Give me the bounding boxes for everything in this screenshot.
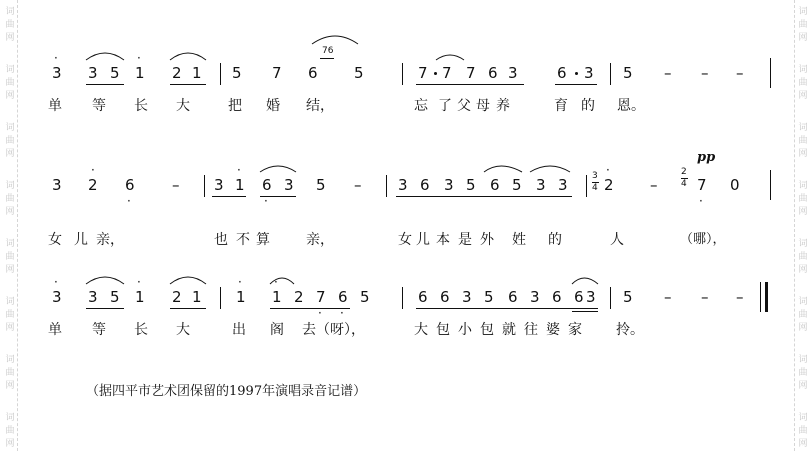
watermark-text: 词 曲 网 (5, 297, 15, 333)
note: 7 (466, 64, 476, 82)
note: 1 (192, 288, 202, 306)
note: 2 (172, 64, 182, 82)
note: 5 (110, 64, 120, 82)
underline (86, 308, 124, 309)
lyric: 儿 (74, 232, 88, 248)
dash: – (701, 288, 709, 306)
note: 5 (360, 288, 370, 306)
lyric: 单 (48, 322, 62, 338)
lyric: 母 (476, 98, 490, 114)
lyric: 是 (458, 232, 472, 248)
watermark-text: 词 曲 网 (5, 7, 15, 43)
note: 2 (604, 176, 614, 194)
lyric: 恩。 (617, 98, 645, 114)
octave-dot-low: · (318, 306, 322, 320)
octave-dot-low: · (127, 194, 131, 208)
underline (416, 84, 524, 85)
octave-dot-high: · (91, 163, 95, 177)
note: 7 (697, 176, 707, 194)
octave-dot-high: · (274, 275, 278, 289)
watermark-text: 词 曲 网 (798, 239, 808, 275)
note: 6 (262, 176, 272, 194)
note: 7 (316, 288, 326, 306)
watermark-text: 词 曲 网 (798, 65, 808, 101)
note: 3 (398, 176, 408, 194)
note: 5 (316, 176, 326, 194)
note: 6 (552, 288, 562, 306)
lyric: 阁 (270, 322, 284, 338)
slur (170, 53, 206, 60)
time-signature-top: 2 (681, 167, 687, 177)
note: 7 (272, 64, 282, 82)
note: 3 (444, 176, 454, 194)
watermark-text: 词 曲 网 (5, 355, 15, 391)
octave-dot-high: · (54, 275, 58, 289)
barline (402, 63, 403, 85)
underline (416, 308, 598, 309)
underline (212, 196, 246, 197)
octave-dot-high: · (237, 163, 241, 177)
barline (220, 63, 221, 85)
note: 6 (574, 288, 584, 306)
note: 5 (354, 64, 364, 82)
lyric: 家 (568, 322, 582, 338)
lyric: 单 (48, 98, 62, 114)
lyric: 父 (457, 98, 471, 114)
note: 5 (466, 176, 476, 194)
lyric: 也 (214, 232, 228, 248)
dynamic-marking: pp (697, 150, 716, 165)
lyric: 包 (436, 322, 450, 338)
barline (386, 175, 387, 197)
lyric: （哪）， (680, 232, 726, 247)
lyric: 长 (134, 98, 148, 114)
lyric: 大 (176, 98, 190, 114)
underline (572, 311, 598, 312)
lyric: 把 (228, 98, 242, 114)
underline (396, 196, 572, 197)
note: 3 (530, 288, 540, 306)
lyric: 往 (524, 322, 538, 338)
slur (170, 277, 206, 284)
lyric: 长 (134, 322, 148, 338)
lyric: 包 (480, 322, 494, 338)
note: 3 (584, 64, 594, 82)
underline (555, 84, 597, 85)
dash: – (650, 176, 658, 194)
slur (530, 166, 570, 172)
lyric: 了 (438, 98, 452, 114)
lyric: 等 (92, 322, 106, 338)
note: 3 (284, 176, 294, 194)
lyric: 女 (48, 232, 62, 248)
barline (770, 58, 771, 88)
slur (86, 53, 124, 60)
left-sidebar-rule (17, 0, 18, 451)
lyric: 大 (176, 322, 190, 338)
underline (86, 84, 124, 85)
watermark-text: 词 曲 网 (798, 355, 808, 391)
lyric: 出 (232, 322, 246, 338)
note: 3 (558, 176, 568, 194)
watermark-text: 词 曲 网 (5, 181, 15, 217)
note: 3 (508, 64, 518, 82)
note: 5 (623, 288, 633, 306)
slur (260, 166, 296, 172)
note: 6 (488, 64, 498, 82)
watermark-text: 词 曲 网 (798, 297, 808, 333)
barline (204, 175, 205, 197)
barline (220, 287, 221, 309)
lyric: 拎。 (616, 322, 644, 338)
octave-dot-low: · (264, 194, 268, 208)
note: 3 (52, 288, 62, 306)
lyric: 女 (398, 232, 412, 248)
octave-dot-high: · (137, 275, 141, 289)
dash: – (172, 176, 180, 194)
dash: – (701, 64, 709, 82)
note: 3 (462, 288, 472, 306)
note: 1 (135, 64, 145, 82)
octave-dot-high: · (238, 275, 242, 289)
slur (86, 277, 124, 284)
watermark-text: 词 曲 网 (798, 413, 808, 449)
note: 6 (308, 64, 318, 82)
dash: – (736, 64, 744, 82)
note: 1 (235, 176, 245, 194)
lyric: 算 (256, 232, 270, 248)
slur (436, 55, 464, 60)
barline (586, 175, 587, 197)
note: 6 (508, 288, 518, 306)
underline (170, 308, 206, 309)
barline (402, 287, 403, 309)
grace-notes: 76 (322, 46, 334, 56)
slur (312, 36, 358, 44)
note: 3 (88, 64, 98, 82)
dot (434, 72, 437, 75)
lyric: 大 (414, 322, 428, 338)
dash: – (736, 288, 744, 306)
octave-dot-high: · (54, 51, 58, 65)
note: 0 (730, 176, 740, 194)
note: 2 (88, 176, 98, 194)
time-signature-bottom: 4 (592, 183, 598, 193)
lyric: 人 (610, 232, 624, 248)
dash: – (664, 288, 672, 306)
time-signature-bottom: 4 (681, 179, 687, 189)
octave-dot-high: · (137, 51, 141, 65)
slur (572, 278, 598, 284)
lyric: 儿 (416, 232, 430, 248)
underline (170, 84, 206, 85)
underline (270, 308, 350, 309)
lyric: 本 (436, 232, 450, 248)
lyric: 忘 (414, 98, 428, 114)
lyric: 去（呀）， (302, 322, 365, 338)
note: 6 (338, 288, 348, 306)
lyric: 的 (548, 232, 562, 248)
note: 5 (232, 64, 242, 82)
grace-underline (320, 58, 334, 59)
lyric: 的 (581, 98, 595, 114)
octave-dot-high: · (606, 163, 610, 177)
note: 2 (294, 288, 304, 306)
lyric: 婚 (266, 98, 280, 114)
note: 3 (214, 176, 224, 194)
lyric: 外 (480, 232, 494, 248)
right-sidebar-rule (794, 0, 795, 451)
note: 6 (125, 176, 135, 194)
note: 1 (135, 288, 145, 306)
final-barline-thin (760, 282, 761, 312)
lyric: 养 (496, 98, 510, 114)
watermark-text: 词 曲 网 (5, 413, 15, 449)
note: 1 (192, 64, 202, 82)
watermark-text: 词 曲 网 (5, 65, 15, 101)
barline (770, 170, 771, 200)
note: 5 (110, 288, 120, 306)
lyric: 等 (92, 98, 106, 114)
lyric: 不 (236, 232, 250, 248)
lyric: 婆 (546, 322, 560, 338)
note: 3 (52, 64, 62, 82)
barline (610, 287, 611, 309)
lyric: 亲， (306, 232, 334, 248)
time-signature-top: 3 (592, 171, 598, 181)
dash: – (664, 64, 672, 82)
lyric: 亲， (96, 232, 124, 248)
note: 6 (420, 176, 430, 194)
note: 6 (418, 288, 428, 306)
lyric: 姓 (512, 232, 526, 248)
note: 1 (272, 288, 282, 306)
note: 7 (442, 64, 452, 82)
slur (484, 166, 522, 172)
final-barline-thick (765, 282, 768, 312)
watermark-text: 词 曲 网 (798, 7, 808, 43)
note: 5 (623, 64, 633, 82)
lyric: 小 (458, 322, 472, 338)
note: 3 (536, 176, 546, 194)
note: 5 (484, 288, 494, 306)
lyric: 结， (306, 98, 334, 114)
octave-dot-low: · (340, 306, 344, 320)
dash: – (354, 176, 362, 194)
note: 6 (490, 176, 500, 194)
lyric: 育 (554, 98, 568, 114)
lyric: 就 (502, 322, 516, 338)
note: 3 (88, 288, 98, 306)
source-note: （据四平市艺术团保留的1997年演唱录音记谱） (86, 384, 367, 399)
note: 2 (172, 288, 182, 306)
octave-dot-low: · (699, 194, 703, 208)
note: 6 (440, 288, 450, 306)
note: 3 (52, 176, 62, 194)
watermark-text: 词 曲 网 (798, 123, 808, 159)
note: 1 (236, 288, 246, 306)
underline (260, 196, 296, 197)
dot (575, 72, 578, 75)
watermark-text: 词 曲 网 (5, 239, 15, 275)
watermark-text: 词 曲 网 (798, 181, 808, 217)
note: 7 (418, 64, 428, 82)
note: 5 (512, 176, 522, 194)
barline (610, 63, 611, 85)
note: 6 (557, 64, 567, 82)
note: 3 (586, 288, 596, 306)
watermark-text: 词 曲 网 (5, 123, 15, 159)
